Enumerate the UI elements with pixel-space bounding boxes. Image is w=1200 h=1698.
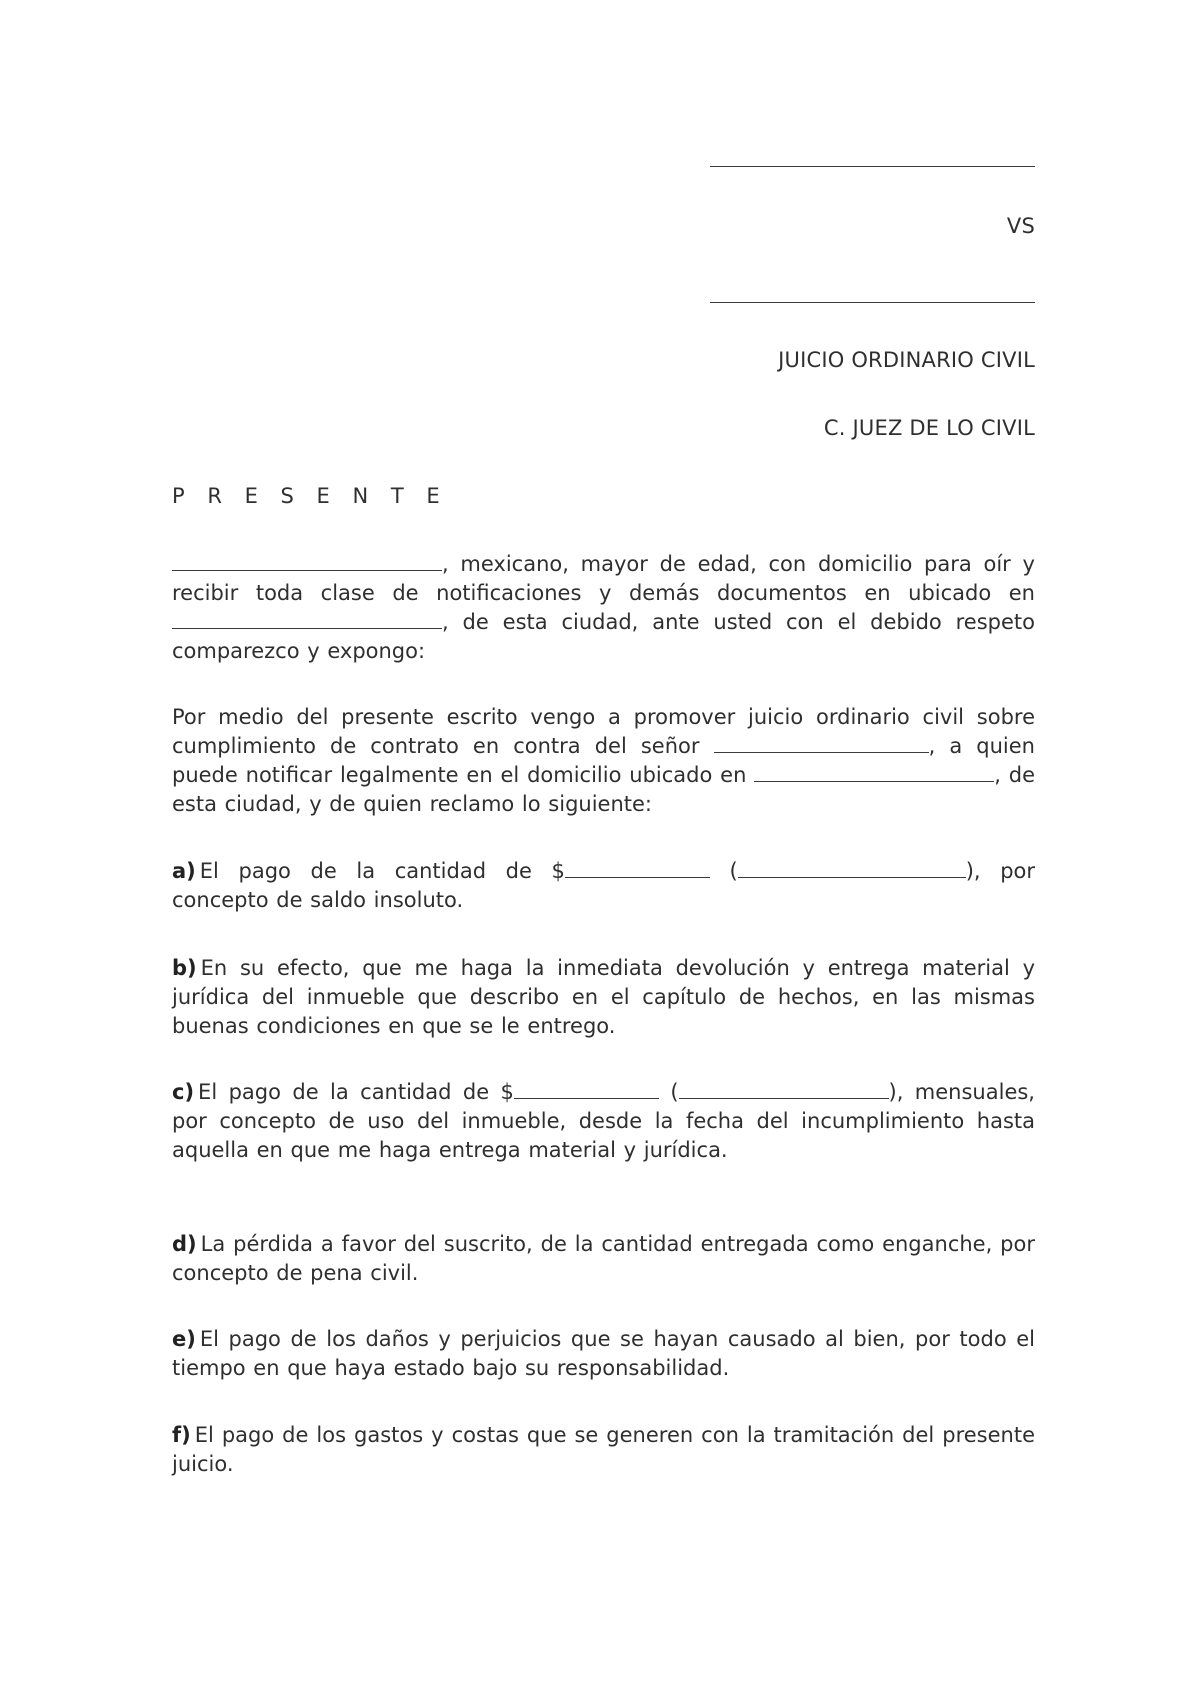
- address-blank: [172, 610, 442, 629]
- item-a-label: a): [172, 859, 196, 883]
- addressee: C. JUEZ DE LO CIVIL: [823, 416, 1035, 440]
- item-d: [172, 1230, 1035, 1288]
- amount-blank: [565, 859, 710, 878]
- item-b: [172, 954, 1035, 1041]
- item-e: [172, 1325, 1035, 1383]
- item-c-text-3: ), mensuales, por concepto de uso del inmueble, desde la fecha del incumplimiento hasta aquella en que me haga entrega material y jurídica.: [172, 1080, 1035, 1162]
- claim-text-1: Por medio del presente escrito vengo a promover juicio ordinario civil sobre cumplimiento de contrato en contra del señor: [172, 705, 1035, 758]
- claim-text-2: , a quien puede notificar legalmente en el domicilio ubicado en: [172, 734, 1035, 787]
- item-a-text-1: El pago de la cantidad de $: [199, 859, 565, 883]
- item-d-text: La pérdida a favor del suscrito, de la cantidad entregada como enganche, por concepto de pena civil.: [172, 1232, 1035, 1285]
- item-a-text-2: (: [709, 859, 738, 883]
- defendant-address-blank: [754, 763, 994, 782]
- item-b-label: b): [172, 956, 197, 980]
- plaintiff-name-line: [710, 166, 1035, 167]
- item-c-label: c): [172, 1080, 195, 1104]
- item-c-text-2: (: [658, 1080, 679, 1104]
- monthly-amount-blank: [514, 1080, 659, 1099]
- defendant-blank: [714, 734, 929, 753]
- item-b-text: En su efecto, que me haga la inmediata devolución y entrega material y jurídica del inmueble que describo en el capítulo de hechos, en las mismas buenas condiciones en que se le entrego.: [172, 956, 1035, 1038]
- item-c-text-1: El pago de la cantidad de $: [198, 1080, 514, 1104]
- presente-heading: P R E S E N T E: [172, 484, 448, 508]
- claim-paragraph: [172, 703, 1035, 819]
- amount-words-blank: [738, 859, 966, 878]
- monthly-amount-words-blank: [679, 1080, 889, 1099]
- intro-text-2: , de esta ciudad, ante usted con el debido respeto comparezco y expongo:: [172, 610, 1035, 663]
- item-c: [172, 1078, 1035, 1165]
- item-f-text: El pago de los gastos y costas que se generen con la tramitación del presente juicio.: [172, 1423, 1035, 1476]
- item-a-text-3: ), por concepto de saldo insoluto.: [172, 859, 1036, 912]
- item-e-label: e): [172, 1327, 196, 1351]
- claim-text-3: , de esta ciudad, y de quien reclamo lo siguiente:: [172, 763, 1035, 816]
- item-d-label: d): [172, 1232, 197, 1256]
- versus-label: VS: [1006, 214, 1035, 238]
- item-a: [172, 857, 1035, 915]
- intro-text-1: , mexicano, mayor de edad, con domicilio para oír y recibir toda clase de notificaciones y demás documentos en ubicado en: [172, 552, 1035, 605]
- proceeding-type: JUICIO ORDINARIO CIVIL: [778, 348, 1035, 372]
- name-blank: [172, 552, 442, 571]
- item-f-label: f): [172, 1423, 191, 1447]
- item-f: [172, 1421, 1035, 1479]
- intro-paragraph: [172, 550, 1035, 666]
- item-e-text: El pago de los daños y perjuicios que se hayan causado al bien, por todo el tiempo en que haya estado bajo su responsabilidad.: [172, 1327, 1035, 1380]
- defendant-name-line: [710, 302, 1035, 303]
